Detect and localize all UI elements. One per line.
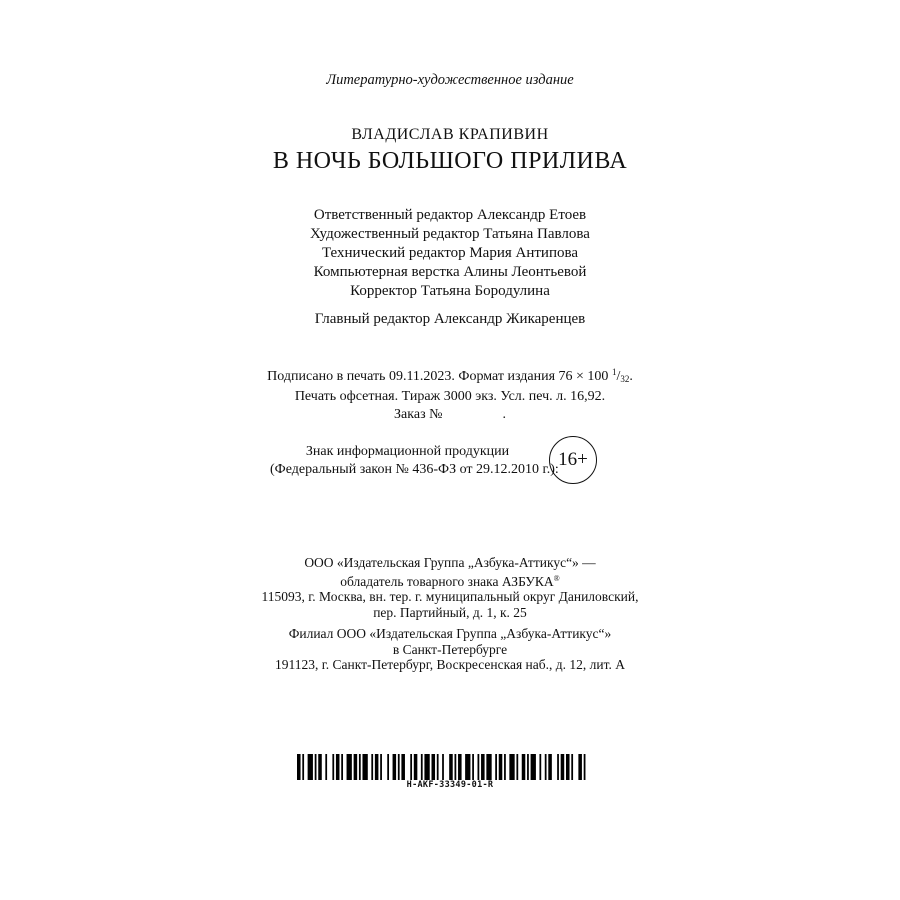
fraction-denominator: 32 <box>620 374 630 384</box>
registered-mark: ® <box>553 573 560 583</box>
print-info <box>0 363 900 424</box>
barcode-bars <box>297 754 589 780</box>
book-title: В НОЧЬ БОЛЬШОГО ПРИЛИВА <box>272 148 628 174</box>
barcode-bar <box>442 754 444 780</box>
fraction-numerator: 1 <box>611 367 617 377</box>
publisher-line <box>0 571 900 590</box>
barcode-bar <box>437 754 439 780</box>
barcode-bar <box>302 754 304 780</box>
barcode-bar <box>509 754 514 780</box>
publisher-line: ООО «Издательская Группа „Азбука-Аттикус“» — <box>304 555 596 570</box>
age-rating-badge <box>549 436 597 484</box>
fraction-slash: / <box>616 369 621 384</box>
barcode-bar <box>472 754 474 780</box>
barcode-bar <box>362 754 367 780</box>
barcode-bar <box>499 754 503 780</box>
barcode-bar <box>578 754 582 780</box>
order-label: Заказ № <box>394 407 443 422</box>
publisher-address: пер. Партийный, д. 1, к. 25 <box>373 604 527 620</box>
age-rating-line-1: Знак информационной продукции <box>305 444 510 459</box>
credit-line: Компьютерная верстка Алины Леонтьевой <box>313 264 587 280</box>
barcode-bar <box>347 754 352 780</box>
barcode-bar <box>548 754 552 780</box>
barcode-bar <box>516 754 518 780</box>
print-line-1-end: . <box>629 369 633 384</box>
barcode-bar <box>561 754 565 780</box>
barcode-bar <box>539 754 541 780</box>
barcode-bar <box>478 754 480 780</box>
barcode-bar <box>455 754 457 780</box>
age-rating-text <box>270 443 559 479</box>
barcode-bar <box>359 754 361 780</box>
barcode-bar <box>424 754 429 780</box>
format-fraction <box>612 369 629 384</box>
barcode-bar <box>410 754 412 780</box>
barcode-bar <box>465 754 470 780</box>
publisher-address: 115093, г. Москва, вн. тер. г. муниципальный округ Даниловский, <box>261 589 639 604</box>
branch-address: 191123, г. Санкт-Петербург, Воскресенская наб., д. 12, лит. А <box>275 657 625 672</box>
barcode-bar <box>398 754 400 780</box>
barcode-bar <box>458 754 462 780</box>
branch-line: Филиал ООО «Издательская Группа „Азбука-Аттикус“» <box>288 626 612 641</box>
barcode-bar <box>432 754 436 780</box>
barcode-bar <box>522 754 526 780</box>
barcode-bar <box>315 754 317 780</box>
barcode-bar <box>557 754 559 780</box>
barcode-bar <box>481 754 485 780</box>
barcode-bar <box>371 754 373 780</box>
barcode-bar <box>531 754 536 780</box>
barcode-bar <box>375 754 379 780</box>
credit-line: Ответственный редактор Александр Етоев <box>313 207 587 223</box>
edition-type: Литературно-художественное издание <box>326 72 574 88</box>
trademark-text: обладатель товарного знака АЗБУКА <box>340 573 554 589</box>
print-line-1 <box>0 363 900 388</box>
barcode-code: H-AKF-33349-01-R <box>406 780 494 790</box>
age-rating-line-2: (Федеральный закон № 436-ФЗ от 29.12.2010 г.): <box>270 462 559 477</box>
barcode-bar <box>401 754 405 780</box>
publisher-block <box>0 555 900 673</box>
barcode-bar <box>297 754 301 780</box>
order-line <box>0 406 900 424</box>
branch-line: в Санкт-Петербурге <box>392 641 508 657</box>
barcode-bar <box>504 754 506 780</box>
barcode-bar <box>354 754 358 780</box>
barcode-bar <box>566 754 570 780</box>
barcode-bar <box>325 754 327 780</box>
chief-editor: Главный редактор Александр Жикаренцев <box>314 311 586 327</box>
barcode-bar <box>414 754 418 780</box>
barcode-bar <box>341 754 343 780</box>
barcode-bar <box>545 754 547 780</box>
print-line-2: Печать офсетная. Тираж 3000 экз. Усл. печ. л. 16,92. <box>294 389 606 404</box>
order-end: . <box>502 407 506 422</box>
barcode-bar <box>421 754 423 780</box>
print-format-text: Подписано в печать 09.11.2023. Формат издания 76 × 100 <box>267 369 612 384</box>
barcode-bar <box>584 754 586 780</box>
credit-line: Художественный редактор Татьяна Павлова <box>310 226 590 242</box>
barcode-bar <box>336 754 340 780</box>
barcode-bar <box>449 754 453 780</box>
barcode-bar <box>332 754 334 780</box>
barcode-bar <box>571 754 573 780</box>
credits-block <box>0 206 900 329</box>
barcode-bar <box>387 754 389 780</box>
barcode-bar <box>393 754 397 780</box>
barcode-bar <box>527 754 529 780</box>
barcode-bar <box>318 754 322 780</box>
barcode-bar <box>380 754 382 780</box>
author-name: ВЛАДИСЛАВ КРАПИВИН <box>351 126 549 143</box>
age-rating-value: 16+ <box>558 449 588 470</box>
credit-line: Технический редактор Мария Антипова <box>321 245 579 261</box>
credit-line: Корректор Татьяна Бородулина <box>350 283 550 299</box>
barcode-bar <box>308 754 313 780</box>
barcode-bar <box>486 754 491 780</box>
barcode-bar <box>495 754 497 780</box>
